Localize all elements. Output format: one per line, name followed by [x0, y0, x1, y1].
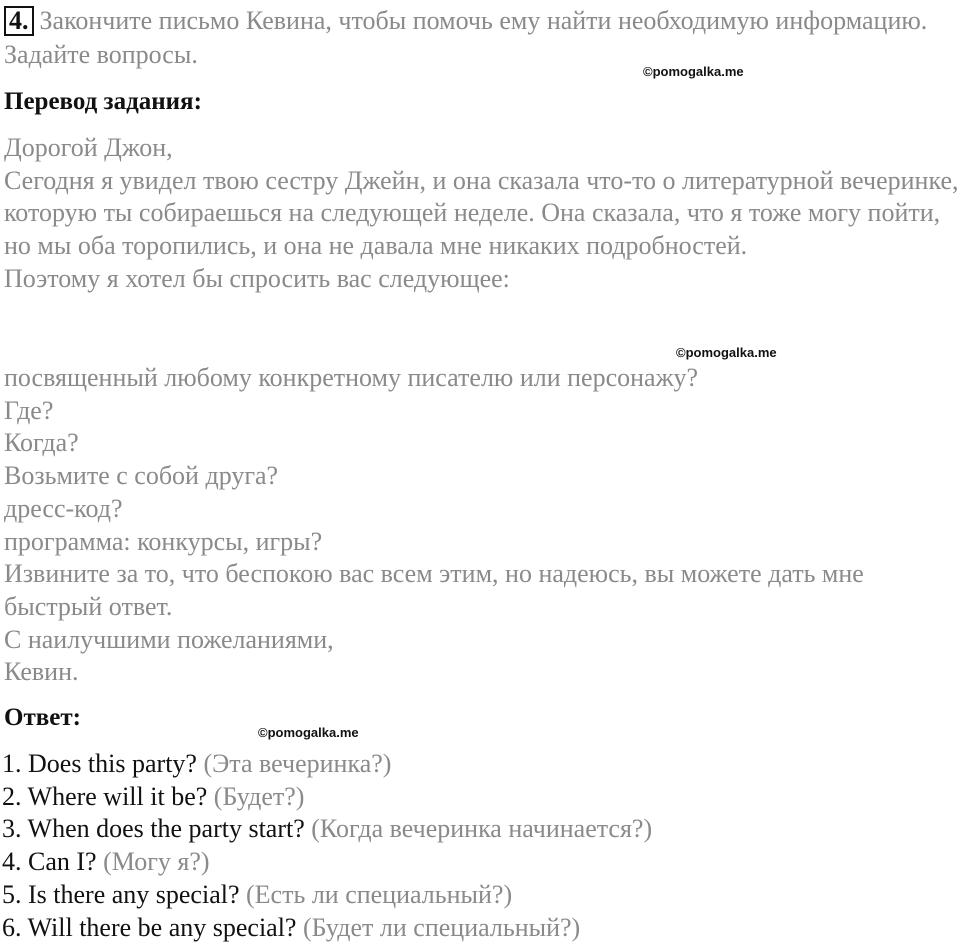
- letter-line: Извините за то, что беспокою вас всем этим, но надеюсь, вы можете дать мне быстрый ответ.: [4, 559, 864, 621]
- answer-translation: (Есть ли специальный?): [246, 879, 513, 909]
- letter-line: Сегодня я увидел твою сестру Джейн, и она сказала что-то о литературной вечеринке, которую ты собираешься на следующей неделе. Она сказала, что я тоже могу пойти, но мы оба торопились, и она не давала мне никаких подробностей.: [4, 165, 959, 261]
- answer-question: 1. Does this party?: [2, 749, 197, 778]
- answer-question: 4. Can I?: [2, 847, 97, 877]
- watermark: ©pomogalka.me: [643, 64, 744, 79]
- letter-line: Возьмите с собой друга?: [4, 461, 279, 491]
- answer-translation: (Могу я?): [103, 847, 210, 877]
- answer-item: [2, 748, 957, 781]
- answer-question: 5. Is there any special?: [2, 879, 240, 909]
- letter-line: С наилучшими пожеланиями,: [4, 624, 334, 654]
- letter-line: Дорогой Джон,: [4, 133, 173, 162]
- letter-text-bottom: [4, 362, 959, 689]
- answer-translation: (Эта вечеринка?): [203, 749, 392, 778]
- answer-translation: (Когда вечеринка начинается?): [311, 814, 653, 844]
- letter-line: Когда?: [4, 428, 79, 458]
- answer-translation: (Будет ли специальный?): [302, 912, 581, 942]
- answer-item: [2, 781, 957, 814]
- letter-line: дресс-код?: [4, 493, 123, 523]
- answer-question: 2. Where will it be?: [2, 781, 208, 811]
- task-number: 4.: [4, 6, 34, 36]
- letter-line: Поэтому я хотел бы спросить вас следующее:: [4, 263, 510, 293]
- task-statement: [4, 4, 954, 72]
- answer-translation: (Будет?): [213, 781, 305, 811]
- answer-item: [2, 879, 957, 912]
- letter-line: посвященный любому конкретному писателю или персонажу?: [4, 363, 699, 392]
- letter-line: программа: конкурсы, игры?: [4, 526, 323, 556]
- answer-item: [2, 813, 957, 846]
- translation-title: Перевод задания:: [4, 88, 202, 115]
- answer-title: Ответ:: [4, 704, 81, 731]
- answer-item: [2, 846, 957, 879]
- watermark: ©pomogalka.me: [676, 345, 777, 360]
- answer-list: [2, 748, 957, 944]
- answer-question: 3. When does the party start?: [2, 814, 305, 844]
- letter-text-top: [4, 132, 959, 296]
- answer-item: [2, 912, 957, 945]
- answer-question: 6. Will there be any special?: [2, 912, 297, 942]
- watermark: ©pomogalka.me: [258, 725, 359, 740]
- letter-line: Где?: [4, 395, 54, 425]
- letter-line: Кевин.: [4, 657, 79, 687]
- task-text: Закончите письмо Кевина, чтобы помочь ему найти необходимую информацию. Задайте вопросы.: [4, 6, 928, 69]
